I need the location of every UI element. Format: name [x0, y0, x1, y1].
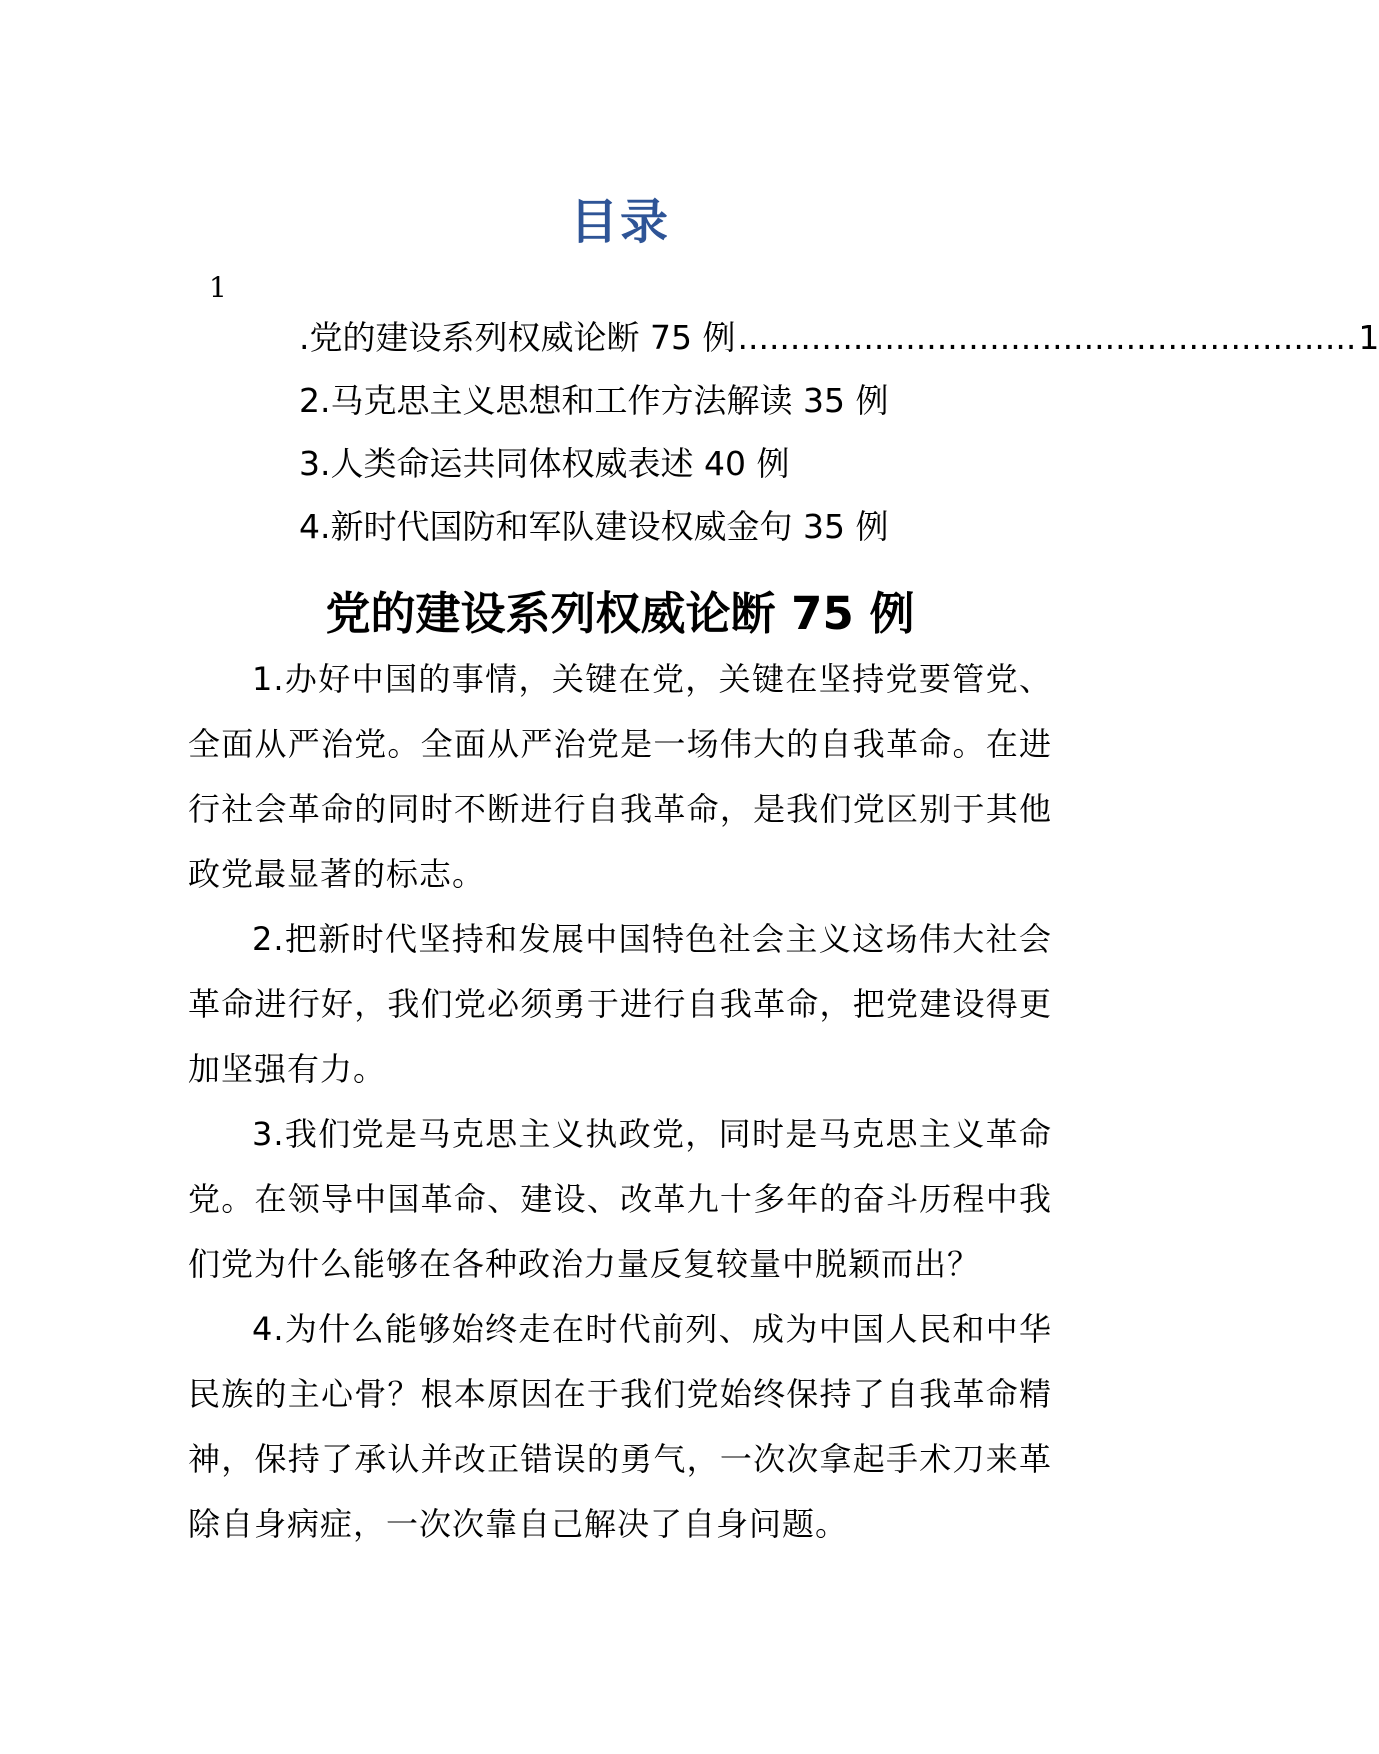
paragraph-1: 1.办好中国的事情，关键在党，关键在坚持党要管党、全面从严治党。全面从严治党是一场伟大的自我革命。在进行社会革命的同时不断进行自我革命，是我们党区别于其他政党最显著的标志。 — [188, 660, 1052, 893]
toc-title: 目录 — [569, 194, 670, 250]
toc-entry-4[interactable] — [299, 505, 888, 549]
section-body — [188, 647, 1052, 1557]
toc-entry-3-text: 3.人类命运共同体权威表述 40 例 — [299, 444, 790, 483]
toc-stray-number: 1 — [209, 271, 227, 304]
paragraph-3: 3.我们党是马克思主义执政党，同时是马克思主义革命党。在领导中国革命、建设、改革九十多年的奋斗历程中我们党为什么能够在各种政治力量反复较量中脱颖而出？ — [188, 1115, 1052, 1283]
toc-entry-2[interactable] — [299, 379, 888, 423]
toc-entry-4-text: 4.新时代国防和军队建设权威金句 35 例 — [299, 507, 889, 546]
paragraph-4: 4.为什么能够始终走在时代前列、成为中国人民和中华民族的主心骨？根本原因在于我们党始终保持了自我革命精神，保持了承认并改正错误的勇气，一次次拿起手术刀来革除自身病症，一次次靠自己解决了自身问题。 — [188, 1310, 1052, 1543]
toc-entry-1-text: .党的建设系列权威论断 75 例 — [299, 318, 736, 357]
toc-entry-3[interactable] — [299, 442, 789, 486]
paragraph-2: 2.把新时代坚持和发展中国特色社会主义这场伟大社会革命进行好，我们党必须勇于进行自我革命，把党建设得更加坚强有力。 — [188, 920, 1052, 1088]
toc-entry-2-text: 2.马克思主义思想和工作方法解读 35 例 — [299, 381, 889, 420]
section-title: 党的建设系列权威论断 75 例 — [325, 587, 915, 640]
toc-entry-1[interactable] — [299, 316, 1379, 360]
toc-entry-1-leader: ........................................................... — [737, 318, 1357, 357]
toc-entry-1-page: 1 — [1358, 318, 1379, 357]
